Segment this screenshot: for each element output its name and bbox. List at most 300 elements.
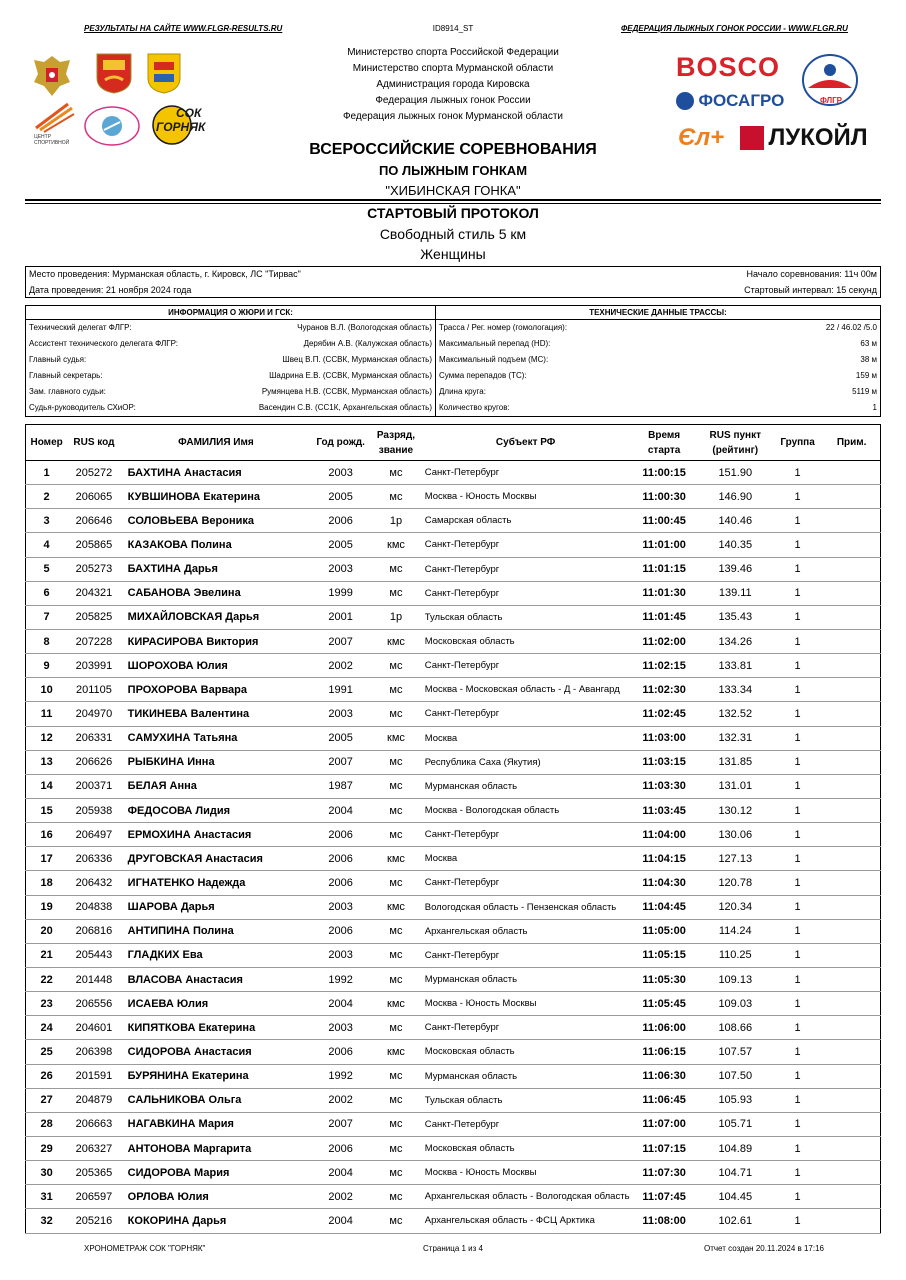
rus-points: 146.90 xyxy=(699,485,772,509)
jury-heading: ИНФОРМАЦИЯ О ЖЮРИ И ГСК: xyxy=(26,306,435,320)
bib: 5 xyxy=(26,557,68,581)
rank: мс xyxy=(370,919,422,943)
region: Москва xyxy=(422,847,630,871)
rank: мс xyxy=(370,823,422,847)
rus-code: 205273 xyxy=(67,557,120,581)
birth-year: 2003 xyxy=(311,1016,370,1040)
rus-code: 200371 xyxy=(67,774,120,798)
table-row xyxy=(26,557,881,581)
rank: мс xyxy=(370,798,422,822)
table-row xyxy=(26,871,881,895)
rus-code: 206327 xyxy=(67,1136,120,1160)
rus-code: 206398 xyxy=(67,1040,120,1064)
birth-year: 1991 xyxy=(311,678,370,702)
rus-code: 203991 xyxy=(67,654,120,678)
note xyxy=(823,1112,880,1136)
track-row xyxy=(436,368,880,384)
rank: мс xyxy=(370,581,422,605)
athlete-name: БЕЛАЯ Анна xyxy=(121,774,311,798)
bib: 24 xyxy=(26,1016,68,1040)
start-time: 11:02:15 xyxy=(630,654,699,678)
table-row xyxy=(26,750,881,774)
birth-year: 2007 xyxy=(311,1112,370,1136)
jury-value: Дерябин А.В. (Калужская область) xyxy=(303,339,432,348)
track-label: Сумма перепадов (TC): xyxy=(439,371,527,380)
note xyxy=(823,533,880,557)
athlete-name: КУВШИНОВА Екатерина xyxy=(121,485,311,509)
note xyxy=(823,1064,880,1088)
athlete-name: ФЕДОСОВА Лидия xyxy=(121,798,311,822)
group: 1 xyxy=(772,1112,823,1136)
rus-points: 104.89 xyxy=(699,1136,772,1160)
athlete-name: КИРАСИРОВА Виктория xyxy=(121,629,311,653)
rank: кмс xyxy=(370,847,422,871)
table-row xyxy=(26,895,881,919)
bib: 15 xyxy=(26,798,68,822)
table-row xyxy=(26,509,881,533)
rus-code: 201448 xyxy=(67,967,120,991)
rus-points: 127.13 xyxy=(699,847,772,871)
rus-points: 105.71 xyxy=(699,1112,772,1136)
bib: 32 xyxy=(26,1209,68,1233)
track-label: Максимальный подъем (MC): xyxy=(439,355,549,364)
group: 1 xyxy=(772,702,823,726)
region: Республика Саха (Якутия) xyxy=(422,750,630,774)
table-header-row xyxy=(26,425,881,461)
start-list-table xyxy=(25,424,881,1234)
region: Санкт-Петербург xyxy=(422,871,630,895)
note xyxy=(823,1136,880,1160)
track-row xyxy=(436,400,880,416)
table-body xyxy=(26,461,881,1234)
region: Санкт-Петербург xyxy=(422,823,630,847)
start-time: 11:00:30 xyxy=(630,485,699,509)
athlete-name: ИСАЕВА Юлия xyxy=(121,992,311,1016)
track-value: 159 м xyxy=(855,371,877,380)
rus-code: 205825 xyxy=(67,605,120,629)
group: 1 xyxy=(772,1088,823,1112)
rank: мс xyxy=(370,774,422,798)
region: Москва - Юность Москвы xyxy=(422,992,630,1016)
group: 1 xyxy=(772,461,823,485)
bib: 28 xyxy=(26,1112,68,1136)
jury-value: Румянцева Н.В. (ССВК, Мурманская область) xyxy=(261,387,432,396)
table-row xyxy=(26,992,881,1016)
note xyxy=(823,461,880,485)
athlete-name: СИДОРОВА Мария xyxy=(121,1161,311,1185)
group: 1 xyxy=(772,1185,823,1209)
col-region: Субъект РФ xyxy=(422,425,630,461)
birth-year: 2001 xyxy=(311,605,370,629)
group: 1 xyxy=(772,823,823,847)
start-time: 11:07:45 xyxy=(630,1185,699,1209)
rank: мс xyxy=(370,678,422,702)
bib: 29 xyxy=(26,1136,68,1160)
table-row xyxy=(26,967,881,991)
athlete-name: МИХАЙЛОВСКАЯ Дарья xyxy=(121,605,311,629)
table-row xyxy=(26,726,881,750)
birth-year: 2006 xyxy=(311,823,370,847)
region: Мурманская область xyxy=(422,774,630,798)
region: Санкт-Петербург xyxy=(422,1016,630,1040)
results-site-link[interactable]: РЕЗУЛЬТАТЫ НА САЙТЕ WWW.FLGR-RESULTS.RU xyxy=(84,24,283,33)
jury-row xyxy=(26,336,435,352)
col-name: ФАМИЛИЯ Имя xyxy=(121,425,311,461)
birth-year: 2006 xyxy=(311,509,370,533)
track-label: Количество кругов: xyxy=(439,403,510,412)
athlete-name: КИПЯТКОВА Екатерина xyxy=(121,1016,311,1040)
rus-code: 206065 xyxy=(67,485,120,509)
athlete-name: РЫБКИНА Инна xyxy=(121,750,311,774)
bib: 12 xyxy=(26,726,68,750)
track-value: 1 xyxy=(872,403,877,412)
group: 1 xyxy=(772,967,823,991)
start-time: 11:05:45 xyxy=(630,992,699,1016)
footer-timing: ХРОНОМЕТРАЖ СОК "ГОРНЯК" xyxy=(84,1244,206,1253)
rus-code: 206336 xyxy=(67,847,120,871)
start-time: 11:01:15 xyxy=(630,557,699,581)
event-subtitle: ПО ЛЫЖНЫМ ГОНКАМ xyxy=(378,163,528,178)
group: 1 xyxy=(772,581,823,605)
table-row xyxy=(26,1064,881,1088)
birth-year: 2003 xyxy=(311,461,370,485)
region: Санкт-Петербург xyxy=(422,1112,630,1136)
note xyxy=(823,943,880,967)
bib: 19 xyxy=(26,895,68,919)
svg-text:ГОРНЯК: ГОРНЯК xyxy=(156,120,206,134)
start-time: 11:04:00 xyxy=(630,823,699,847)
rus-points: 133.34 xyxy=(699,678,772,702)
jury-label: Судья-руководитель СХиОР: xyxy=(29,403,136,412)
document-id: ID8914_ST xyxy=(432,24,474,33)
venue-box xyxy=(25,266,881,298)
note xyxy=(823,678,880,702)
rus-points: 139.11 xyxy=(699,581,772,605)
bib: 10 xyxy=(26,678,68,702)
col-group: Группа xyxy=(772,425,823,461)
rank: мс xyxy=(370,1209,422,1233)
rus-points: 139.46 xyxy=(699,557,772,581)
rus-points: 132.31 xyxy=(699,726,772,750)
rus-points: 110.25 xyxy=(699,943,772,967)
group: 1 xyxy=(772,1040,823,1064)
bib: 23 xyxy=(26,992,68,1016)
birth-year: 2002 xyxy=(311,1185,370,1209)
group: 1 xyxy=(772,895,823,919)
rank: кмс xyxy=(370,1040,422,1064)
jury-label: Главный секретарь: xyxy=(29,371,103,380)
rus-code: 206626 xyxy=(67,750,120,774)
birth-year: 2003 xyxy=(311,943,370,967)
birth-year: 2006 xyxy=(311,1040,370,1064)
rank: мс xyxy=(370,485,422,509)
track-label: Длина круга: xyxy=(439,387,486,396)
event-name: "ХИБИНСКАЯ ГОНКА" xyxy=(385,183,521,198)
group: 1 xyxy=(772,557,823,581)
rank: кмс xyxy=(370,726,422,750)
group: 1 xyxy=(772,509,823,533)
athlete-name: КАЗАКОВА Полина xyxy=(121,533,311,557)
col-points-line2: (рейтинг) xyxy=(712,444,759,456)
table-row xyxy=(26,943,881,967)
start-time: 11:02:30 xyxy=(630,678,699,702)
track-value: 22 / 46.02 /5.0 xyxy=(825,323,877,332)
birth-year: 1992 xyxy=(311,967,370,991)
track-info xyxy=(436,306,880,416)
phosagro-flower-icon xyxy=(676,92,694,110)
note xyxy=(823,774,880,798)
athlete-name: БАХТИНА Дарья xyxy=(121,557,311,581)
table-row xyxy=(26,654,881,678)
rus-points: 140.46 xyxy=(699,509,772,533)
region: Санкт-Петербург xyxy=(422,654,630,678)
rus-code: 206816 xyxy=(67,919,120,943)
category: Женщины xyxy=(420,246,486,262)
note xyxy=(823,581,880,605)
start-time: 11:07:30 xyxy=(630,1161,699,1185)
track-row xyxy=(436,352,880,368)
rus-points: 135.43 xyxy=(699,605,772,629)
group: 1 xyxy=(772,798,823,822)
rus-points: 102.61 xyxy=(699,1209,772,1233)
bib: 3 xyxy=(26,509,68,533)
region: Архангельская область - ФСЦ Арктика xyxy=(422,1209,630,1233)
event-title: ВСЕРОССИЙСКИЕ СОРЕВНОВАНИЯ xyxy=(309,141,597,158)
divider xyxy=(25,203,881,204)
birth-year: 2006 xyxy=(311,847,370,871)
birth-year: 2007 xyxy=(311,750,370,774)
table-row xyxy=(26,1209,881,1233)
note xyxy=(823,871,880,895)
rus-points: 105.93 xyxy=(699,1088,772,1112)
table-row xyxy=(26,702,881,726)
jury-row xyxy=(26,384,435,400)
page-number: Страница 1 из 4 xyxy=(423,1244,483,1253)
svg-text:ЦЕНТР: ЦЕНТР xyxy=(34,134,52,140)
col-start-time xyxy=(630,425,699,461)
birth-year: 1987 xyxy=(311,774,370,798)
start-time: 11:04:15 xyxy=(630,847,699,871)
athlete-name: КОКОРИНА Дарья xyxy=(121,1209,311,1233)
note xyxy=(823,750,880,774)
region: Тульская область xyxy=(422,1088,630,1112)
col-rank-line2: звание xyxy=(378,444,414,456)
note xyxy=(823,702,880,726)
start-time: 11:07:00 xyxy=(630,1112,699,1136)
start-interval: Стартовый интервал: 15 секунд xyxy=(744,285,877,295)
rus-code: 206646 xyxy=(67,509,120,533)
table-row xyxy=(26,605,881,629)
region: Санкт-Петербург xyxy=(422,557,630,581)
birth-year: 2003 xyxy=(311,557,370,581)
jury-row xyxy=(26,400,435,416)
note xyxy=(823,654,880,678)
start-time: 11:03:45 xyxy=(630,798,699,822)
note xyxy=(823,629,880,653)
rus-points: 114.24 xyxy=(699,919,772,943)
organizer: Министерство спорта Российской Федерации xyxy=(347,47,559,58)
table-row xyxy=(26,1185,881,1209)
rus-code: 205443 xyxy=(67,943,120,967)
rus-code: 205938 xyxy=(67,798,120,822)
group: 1 xyxy=(772,678,823,702)
rus-points: 132.52 xyxy=(699,702,772,726)
protocol-title: СТАРТОВЫЙ ПРОТОКОЛ xyxy=(367,205,539,221)
region: Москва - Московская область - Д - Авангард xyxy=(422,678,630,702)
table-row xyxy=(26,1040,881,1064)
note xyxy=(823,823,880,847)
rus-code: 205272 xyxy=(67,461,120,485)
start-time: 11:00:45 xyxy=(630,509,699,533)
table-row xyxy=(26,581,881,605)
rus-points: 120.34 xyxy=(699,895,772,919)
table-row xyxy=(26,678,881,702)
start-time: Начало соревнования: 11ч 00м xyxy=(746,269,877,279)
region: Москва - Вологодская область xyxy=(422,798,630,822)
birth-year: 2003 xyxy=(311,702,370,726)
note xyxy=(823,847,880,871)
rank: мс xyxy=(370,461,422,485)
note xyxy=(823,919,880,943)
note xyxy=(823,726,880,750)
group: 1 xyxy=(772,605,823,629)
athlete-name: ПРОХОРОВА Варвара xyxy=(121,678,311,702)
athlete-name: САМУХИНА Татьяна xyxy=(121,726,311,750)
region: Москва xyxy=(422,726,630,750)
birth-year: 1992 xyxy=(311,1064,370,1088)
region: Мурманская область xyxy=(422,1064,630,1088)
bib: 31 xyxy=(26,1185,68,1209)
birth-year: 2004 xyxy=(311,798,370,822)
rus-points: 107.50 xyxy=(699,1064,772,1088)
note xyxy=(823,992,880,1016)
col-note: Прим. xyxy=(823,425,880,461)
athlete-name: СИДОРОВА Анастасия xyxy=(121,1040,311,1064)
birth-year: 2006 xyxy=(311,919,370,943)
venue-place: Место проведения: Мурманская область, г. Кировск, ЛС "Тирвас" xyxy=(29,269,301,279)
athlete-name: САЛЬНИКОВА Ольга xyxy=(121,1088,311,1112)
group: 1 xyxy=(772,847,823,871)
group: 1 xyxy=(772,774,823,798)
note xyxy=(823,605,880,629)
region: Московская область xyxy=(422,1040,630,1064)
rank: мс xyxy=(370,1112,422,1136)
en-plus-logo: Єл+ xyxy=(678,124,725,151)
rus-code: 206497 xyxy=(67,823,120,847)
athlete-name: ШАРОВА Дарья xyxy=(121,895,311,919)
start-time: 11:01:00 xyxy=(630,533,699,557)
jury-info xyxy=(26,306,436,416)
federation-site-link[interactable]: ФЕДЕРАЦИЯ ЛЫЖНЫХ ГОНОК РОССИИ - WWW.FLGR.RU xyxy=(621,24,848,33)
organizer: Администрация города Кировска xyxy=(376,79,530,90)
bosco-logo: BOSCO xyxy=(676,52,781,82)
group: 1 xyxy=(772,1209,823,1233)
rus-points: 109.13 xyxy=(699,967,772,991)
region: Санкт-Петербург xyxy=(422,461,630,485)
start-time: 11:01:30 xyxy=(630,581,699,605)
bib: 16 xyxy=(26,823,68,847)
birth-year: 2006 xyxy=(311,871,370,895)
bib: 27 xyxy=(26,1088,68,1112)
group: 1 xyxy=(772,750,823,774)
jury-label: Зам. главного судьи: xyxy=(29,387,106,396)
rus-points: 130.06 xyxy=(699,823,772,847)
rank: мс xyxy=(370,750,422,774)
group: 1 xyxy=(772,1016,823,1040)
bib: 1 xyxy=(26,461,68,485)
athlete-name: ЕРМОХИНА Анастасия xyxy=(121,823,311,847)
bib: 18 xyxy=(26,871,68,895)
region: Архангельская область xyxy=(422,919,630,943)
athlete-name: ИГНАТЕНКО Надежда xyxy=(121,871,311,895)
athlete-name: АНТОНОВА Маргарита xyxy=(121,1136,311,1160)
athlete-name: ОРЛОВА Юлия xyxy=(121,1185,311,1209)
bib: 20 xyxy=(26,919,68,943)
note xyxy=(823,1016,880,1040)
col-rank xyxy=(370,425,422,461)
rus-code: 206597 xyxy=(67,1185,120,1209)
note xyxy=(823,1040,880,1064)
birth-year: 2002 xyxy=(311,654,370,678)
note xyxy=(823,1185,880,1209)
rus-points: 130.12 xyxy=(699,798,772,822)
bib: 6 xyxy=(26,581,68,605)
jury-value: Васендин С.В. (СС1К, Архангельская область) xyxy=(258,403,432,412)
bib: 8 xyxy=(26,629,68,653)
region: Санкт-Петербург xyxy=(422,702,630,726)
jury-value: Швец В.П. (ССВК, Мурманская область) xyxy=(282,355,432,364)
birth-year: 2005 xyxy=(311,533,370,557)
region: Архангельская область - Вологодская область xyxy=(422,1185,630,1209)
start-time: 11:07:15 xyxy=(630,1136,699,1160)
region: Москва - Юность Москвы xyxy=(422,1161,630,1185)
venue-date: Дата проведения: 21 ноября 2024 года xyxy=(29,285,192,295)
track-value: 63 м xyxy=(860,339,877,348)
bib: 25 xyxy=(26,1040,68,1064)
rank: кмс xyxy=(370,629,422,653)
region: Санкт-Петербург xyxy=(422,581,630,605)
start-time: 11:03:30 xyxy=(630,774,699,798)
bib: 21 xyxy=(26,943,68,967)
rus-points: 133.81 xyxy=(699,654,772,678)
bib: 2 xyxy=(26,485,68,509)
bib: 17 xyxy=(26,847,68,871)
table-row xyxy=(26,533,881,557)
jury-row xyxy=(26,368,435,384)
track-label: Трасса / Рег. номер (гомологация): xyxy=(439,323,568,332)
rank: кмс xyxy=(370,895,422,919)
note xyxy=(823,895,880,919)
organizer: Федерация лыжных гонок России xyxy=(375,95,531,106)
start-time: 11:08:00 xyxy=(630,1209,699,1233)
start-time: 11:06:30 xyxy=(630,1064,699,1088)
rank: мс xyxy=(370,1088,422,1112)
note xyxy=(823,967,880,991)
bib: 7 xyxy=(26,605,68,629)
rank: мс xyxy=(370,967,422,991)
jury-value: Шадрина Е.В. (ССВК, Мурманская область) xyxy=(269,371,432,380)
rus-code: 204601 xyxy=(67,1016,120,1040)
region: Московская область xyxy=(422,629,630,653)
birth-year: 2002 xyxy=(311,1088,370,1112)
rus-points: 151.90 xyxy=(699,461,772,485)
group: 1 xyxy=(772,992,823,1016)
region: Санкт-Петербург xyxy=(422,533,630,557)
rus-points: 120.78 xyxy=(699,871,772,895)
birth-year: 2004 xyxy=(311,992,370,1016)
track-row xyxy=(436,320,880,336)
bib: 11 xyxy=(26,702,68,726)
